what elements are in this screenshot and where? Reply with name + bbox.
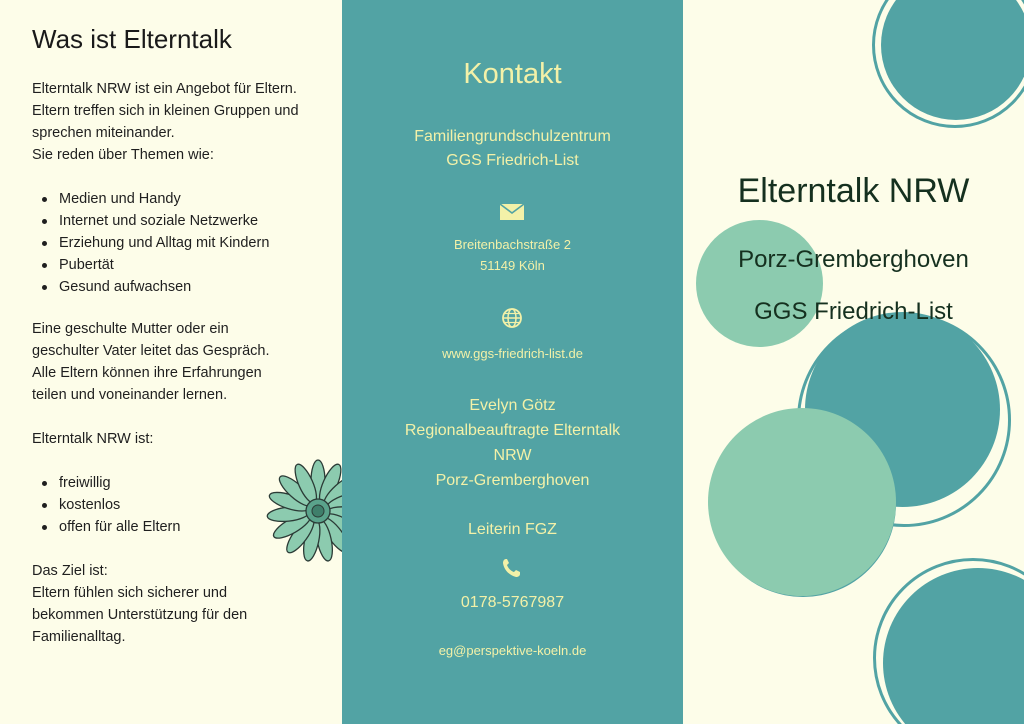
person-region: Porz-Gremberghoven: [435, 472, 590, 489]
goal-text: Das Ziel ist: Eltern fühlen sich sicherer und bekommen Unterstützung für den Familienalltag.: [32, 563, 248, 645]
list-item: Medien und Handy: [40, 188, 269, 210]
person-role: Leiterin FGZ: [468, 521, 557, 538]
phone-number[interactable]: 0178-5767987: [460, 594, 565, 611]
list-item: Gesund aufwachsen: [40, 276, 269, 298]
email-link[interactable]: eg@perspektive-koeln.de: [438, 643, 587, 658]
list-item: freiwillig: [40, 472, 180, 494]
decor-circle-mint-upper: [696, 220, 823, 347]
phone-icon: [497, 556, 527, 580]
features-list: [40, 472, 180, 538]
list-item: kostenlos: [40, 494, 180, 516]
website-link[interactable]: www.ggs-friedrich-list.de: [442, 346, 583, 361]
list-item: Erziehung und Alltag mit Kindern: [40, 232, 269, 254]
cover-school: GGS Friedrich-List: [754, 298, 953, 325]
org-name: Familiengrundschulzentrum: [414, 128, 611, 145]
list-item: offen für alle Eltern: [40, 516, 180, 538]
cover-panel: [683, 0, 1024, 724]
address-city: 51149 Köln: [480, 258, 545, 273]
topics-list: [40, 188, 269, 298]
decor-circle-mint-lower: [708, 408, 896, 596]
contact-panel: [342, 0, 683, 724]
cover-subtitle: Porz-Gremberghoven: [738, 246, 969, 273]
cover-title: Elterntalk NRW: [737, 172, 970, 210]
person-org: NRW: [493, 447, 532, 464]
globe-icon: [497, 306, 527, 330]
left-panel: [0, 0, 342, 724]
list-item: Internet und soziale Netzwerke: [40, 210, 269, 232]
list-item: Pubertät: [40, 254, 269, 276]
leader-text: Eine geschulte Mutter oder ein geschulter Vater leitet das Gespräch. Alle Eltern können ihre Erfahrungen teilen und voneinander lernen.: [32, 321, 270, 403]
address-street: Breitenbachstraße 2: [453, 237, 572, 252]
left-title: Was ist Elterntalk: [32, 24, 232, 54]
org-school: GGS Friedrich-List: [446, 152, 579, 169]
intro-text: Elterntalk NRW ist ein Angebot für Eltern. Eltern treffen sich in kleinen Gruppen und sprechen miteinander. Sie reden über Themen wie:: [32, 81, 299, 163]
person-name: Evelyn Götz: [469, 397, 556, 414]
person-title: Regionalbeauftragte Elterntalk: [404, 422, 621, 439]
envelope-icon: [497, 200, 527, 224]
is-heading: Elterntalk NRW ist:: [32, 431, 154, 447]
contact-title: Kontakt: [463, 58, 562, 90]
